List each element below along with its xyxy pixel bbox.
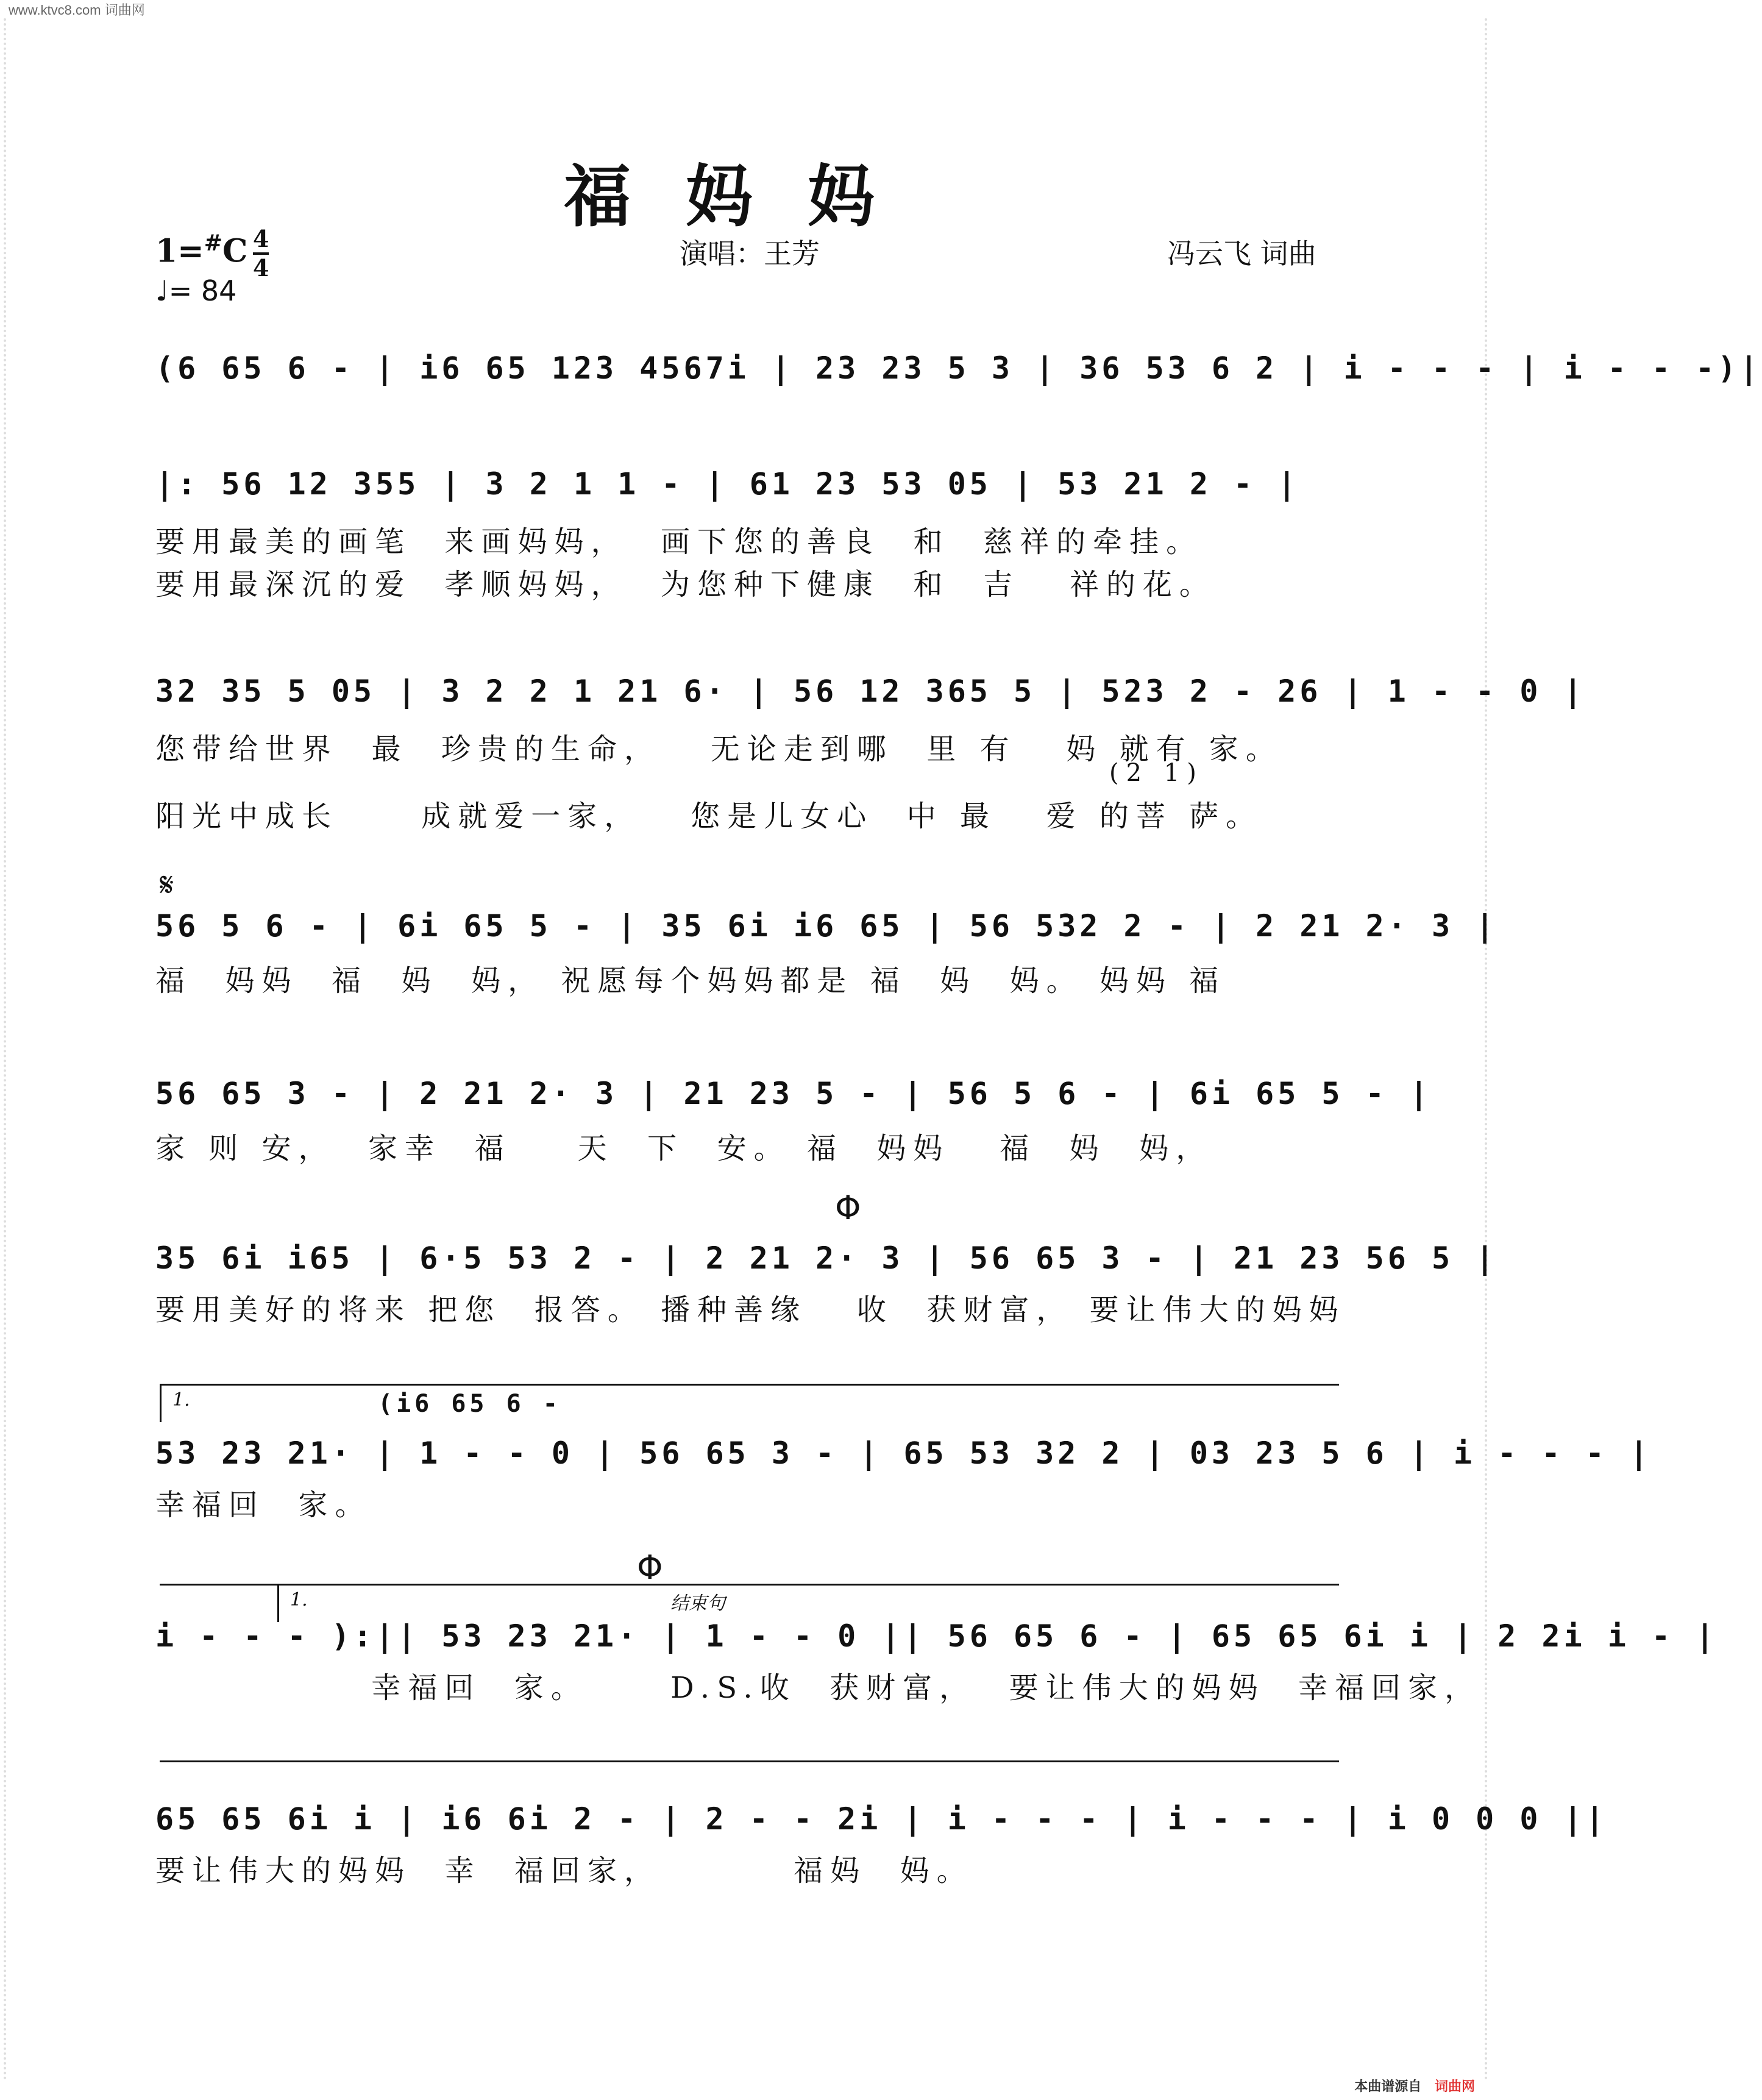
coda-icon: Φ [637,1548,663,1587]
footer-site-link[interactable]: 词曲网 [1434,2079,1475,2095]
composer-credit: 冯云飞 词曲 [1167,237,1316,270]
left-border-pattern [4,18,9,2082]
lyric-chorus: 福 妈妈 福 妈 妈， 祝愿每个妈妈都是 福 妈 妈。 妈妈 福 [155,964,1226,998]
notation-row-intro: (6 65 6 - | i6 65 123 4567i | 23 23 5 3 | 36 53 6 2 | i - - - | i - - -)| [155,351,1762,386]
segno-icon: 𝄋 [160,866,174,904]
lyric-verse-1: 要用最美的画笔 来画妈妈， 画下您的善良 和 慈祥的牵挂。 [155,525,1203,559]
first-ending-bracket: 1. [160,1384,576,1422]
lyric-chorus: 幸福回 家。 [155,1488,372,1522]
notation-row-3: 56 5 6 - | 6i 65 5 - | 35 6i i6 65 | 56 532 2 - | 2 21 2· 3 | [155,908,1498,944]
time-signature: 4 4 [253,225,269,282]
footer-label: 本曲谱源自 [1354,2079,1422,2095]
lyric-chorus: 家 则 安， 家幸 福 天 下 安。 福 妈妈 福 妈 妈， [155,1131,1213,1166]
key-signature: 1=#C [155,230,248,270]
notation-row-4: 56 65 3 - | 2 21 2· 3 | 21 23 5 - | 56 5 6 - | 6i 65 5 - | [155,1076,1432,1111]
singer-credit: 演唱：王芳 [680,237,820,270]
site-watermark: www.ktvc8.com 词曲网 [9,2,145,18]
alternate-notes: (i6 65 6 - [378,1390,561,1418]
lyric-verse-2: 阳光中成长 成就爱一家， 您是儿女心 中 最 爱 的菩 萨。 [155,799,1263,833]
notation-row-8: 65 65 6i i | i6 6i 2 - | 2 - - 2i | i - - - | i - - - | i 0 0 0 || [155,1801,1608,1837]
song-title: 福妈妈 [564,157,929,236]
coda-icon: Φ [835,1189,861,1227]
notation-row-7: i - - - ):|| 53 23 21· | 1 - - 0 || 56 65 6 - | 65 65 6i i | 2 2i i - | [155,1618,1718,1654]
notation-row-6: 53 23 21· | 1 - - 0 | 56 65 3 - | 65 53 32 2 | 03 23 5 6 | i - - - | [155,1436,1652,1471]
notation-row-2: 32 35 5 05 | 3 2 2 1 21 6· | 56 12 365 5 | 523 2 - 26 | 1 - - 0 | [155,674,1586,709]
notation-row-5: 35 6i i65 | 6·5 53 2 - | 2 21 2· 3 | 56 65 3 - | 21 23 56 5 | [155,1240,1498,1276]
lyric-verse-2: 要用最深沉的爱 孝顺妈妈， 为您种下健康 和 吉 祥的花。 [155,568,1216,602]
right-border-pattern [1485,18,1490,2082]
lyric-ending: 要让伟大的妈妈 幸 福回家， 福妈 妈。 [155,1854,973,1888]
alternate-notes: (2 1) [1109,759,1204,787]
lyric-verse-1: 您带给世界 最 珍贵的生命， 无论走到哪 里 有 妈 就有 家。 [155,732,1282,766]
ending-label: 结束句 [670,1593,725,1614]
notation-row-1: |: 56 12 355 | 3 2 1 1 - | 61 23 53 05 | 53 21 2 - | [155,466,1300,502]
lyric-chorus: 要用美好的将来 把您 报答。 播种善缘 收 获财富， 要让伟大的妈妈 [155,1293,1346,1327]
lyric-chorus: 幸福回 家。 D.S.收 获财富， 要让伟大的妈妈 幸福回家， [155,1671,1482,1705]
tempo-marking: ♩= 84 [155,274,237,307]
staff-line [160,1760,1339,1762]
first-ending-bracket: 1. [277,1584,645,1622]
footer-source [1354,2076,1475,2095]
staff-line [574,1384,1339,1386]
